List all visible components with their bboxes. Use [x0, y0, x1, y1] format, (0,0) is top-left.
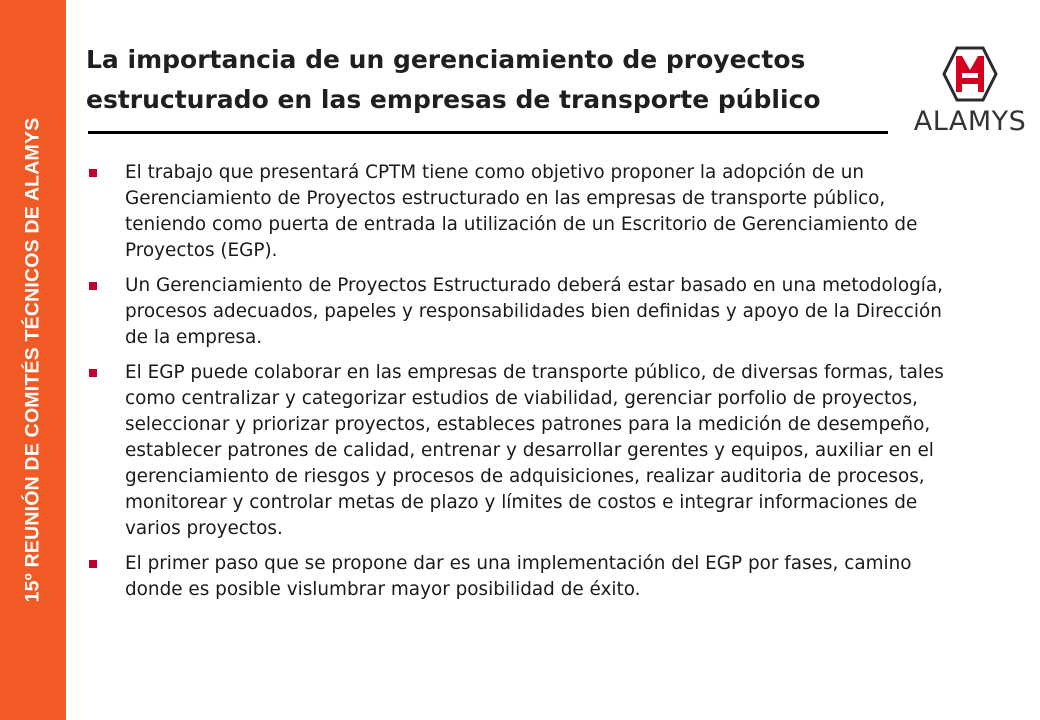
title-line-2: estructurado en las empresas de transporte público [86, 85, 821, 114]
title-underline [88, 131, 888, 134]
title-line-1: La importancia de un gerenciamiento de proyectos [86, 45, 806, 74]
page-title [86, 40, 906, 120]
alamys-logo [912, 44, 1028, 140]
list-item [86, 273, 966, 351]
square-bullet-icon [89, 282, 97, 290]
list-item [86, 551, 966, 603]
alamys-logo-icon [912, 44, 1028, 104]
list-item [86, 160, 966, 264]
list-item [86, 360, 966, 542]
bullet-text: El EGP puede colaborar en las empresas de transporte público, de diversas formas, tales como centralizar y categorizar estudios de viabilidad, gerenciar porfolio de proyectos, seleccionar y priorizar proyectos, estableces patrones para la medición de desempeño, establecer patrones de calidad, entrenar y desarrollar gerentes y equipos, auxiliar en el gerenciamiento de riesgos y procesos de adquisiciones, realizar auditoria de procesos, monitorear y controlar metas de plazo y límites de costos e integrar informaciones de varios proyectos. [125, 362, 944, 539]
bullet-list [86, 160, 966, 612]
square-bullet-icon [89, 369, 97, 377]
logo-text: ALAMYS [913, 106, 1027, 137]
side-band-label: 15º REUNIÓN DE COMITÉS TÉCNICOS DE ALAMYS [21, 117, 44, 603]
square-bullet-icon [89, 169, 97, 177]
square-bullet-icon [89, 560, 97, 568]
bullet-text: El primer paso que se propone dar es una implementación del EGP por fases, camino donde es posible vislumbrar mayor posibilidad de éxito. [125, 553, 912, 600]
side-band [0, 0, 66, 720]
bullet-text: Un Gerenciamiento de Proyectos Estructurado deberá estar basado en una metodología, procesos adecuados, papeles y responsabilidades bien definidas y apoyo de la Dirección de la empresa. [125, 275, 943, 348]
bullet-text: El trabajo que presentará CPTM tiene como objetivo proponer la adopción de un Gerenciamiento de Proyectos estructurado en las empresas de transporte público, teniendo como puerta de entrada la utilización de un Escritorio de Gerenciamiento de Proyectos (EGP). [125, 162, 918, 261]
